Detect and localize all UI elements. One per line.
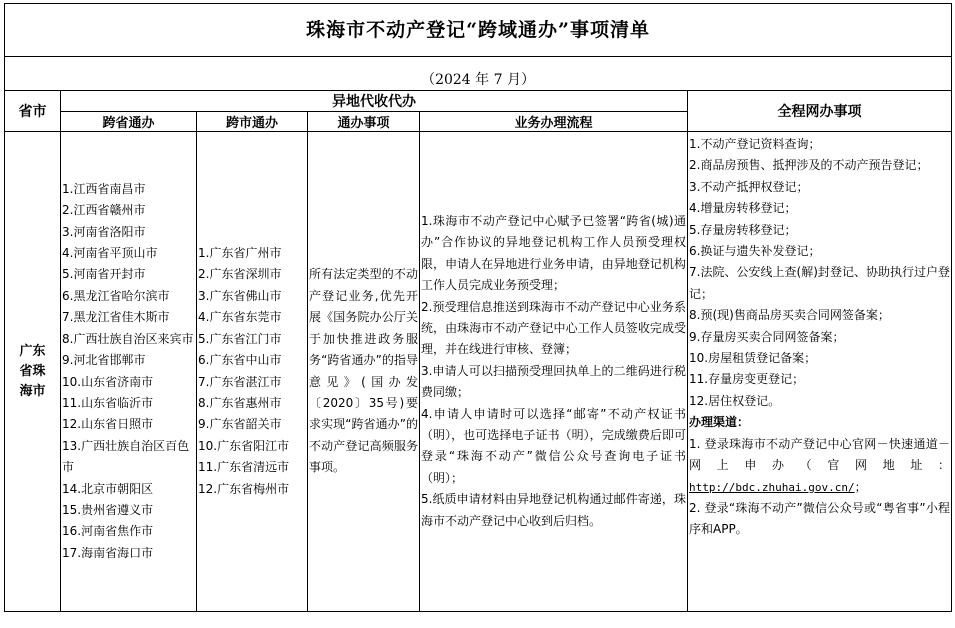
channels-label: 办理渠道： bbox=[689, 415, 750, 430]
process-cell bbox=[420, 132, 688, 612]
cross-city-cell bbox=[197, 132, 308, 612]
process-step: 2.预受理信息推送到珠海市不动产登记中心业务系统，由珠海市不动产登记中心工作人员签收完成受理，并在线进行审核、登簿； bbox=[421, 299, 686, 357]
online-list bbox=[689, 134, 950, 412]
header-cross-province: 跨省通办 bbox=[61, 112, 197, 132]
matters-table bbox=[4, 3, 952, 612]
process-step: 4.申请人申请时可以选择“邮寄”不动产权证书（明），也可选择电子证书（明），完成缴费后即可登录“珠海不动产”微信公众号查询电子证书（明）； bbox=[421, 406, 686, 485]
cross-city-item: 4.广东省东莞市 bbox=[198, 310, 282, 325]
cross-province-cell bbox=[61, 132, 197, 612]
header-province-city: 省市 bbox=[5, 91, 61, 132]
matters-cell bbox=[308, 132, 420, 612]
cross-city-item: 12.广东省梅州市 bbox=[198, 481, 290, 496]
cross-city-item: 6.广东省中山市 bbox=[198, 353, 282, 368]
header-full-online: 全程网办事项 bbox=[688, 91, 952, 132]
cross-province-item: 12.山东省日照市 bbox=[62, 417, 154, 432]
cross-city-item: 3.广东省佛山市 bbox=[198, 288, 282, 303]
cross-province-item: 4.河南省平顶山市 bbox=[62, 246, 158, 261]
cross-city-item: 7.广东省湛江市 bbox=[198, 374, 282, 389]
channel-item bbox=[689, 434, 950, 498]
online-item: 3.不动产抵押权登记； bbox=[689, 179, 809, 194]
header-cross-city: 跨市通办 bbox=[197, 112, 308, 132]
cross-city-item: 5.广东省江门市 bbox=[198, 331, 282, 346]
cross-city-item: 10.广东省阳江市 bbox=[198, 438, 290, 453]
online-item: 11.存量房变更登记； bbox=[689, 372, 805, 387]
cross-city-item: 2.广东省深圳市 bbox=[198, 267, 282, 282]
cross-city-item: 11.广东省清远市 bbox=[198, 460, 290, 475]
header-remote-agent: 异地代收代办 bbox=[61, 91, 688, 112]
province-city-label: 广东省珠海市 bbox=[19, 343, 46, 399]
online-item: 8.预(现)售商品房买卖合同网签备案； bbox=[689, 308, 890, 323]
cross-city-item: 8.广东省惠州市 bbox=[198, 395, 282, 410]
online-item: 9.存量房买卖合同网签备案； bbox=[689, 329, 845, 344]
title-area bbox=[5, 4, 952, 91]
page-title: 珠海市不动产登记“跨域通办”事项清单 bbox=[306, 19, 650, 41]
cross-province-item: 13.广西壮族自治区百色市 bbox=[62, 438, 190, 475]
cross-province-item: 5.河南省开封市 bbox=[62, 267, 146, 282]
header-matters: 通办事项 bbox=[308, 112, 420, 132]
cross-province-item: 15.贵州省遵义市 bbox=[62, 502, 154, 517]
online-item: 7.法院、公安线上查(解)封登记、协助执行过户登记； bbox=[689, 265, 951, 301]
cross-province-item: 1.江西省南昌市 bbox=[62, 181, 146, 196]
cross-province-item: 2.江西省赣州市 bbox=[62, 203, 146, 218]
cross-province-item: 16.河南省焦作市 bbox=[62, 524, 154, 539]
process-step: 5.纸质申请材料由异地登记机构通过邮件寄递，珠海市不动产登记中心收到后归档。 bbox=[421, 492, 686, 528]
channel-item: 2. 登录“珠海不动产”微信公众号或“粤省事”小程序和APP。 bbox=[689, 500, 951, 537]
process-step: 3.申请人可以扫描预受理回执单上的二维码进行税费同缴； bbox=[421, 363, 686, 400]
process-step: 1.珠海市不动产登记中心赋予已签署“跨省(城)通办”合作协议的异地登记机构工作人员预受理权限，申请人在异地进行业务申请，由异地登记机构工作人员完成业务预受理； bbox=[421, 213, 686, 293]
cross-province-item: 11.山东省临沂市 bbox=[62, 395, 154, 410]
cross-city-item: 1.广东省广州市 bbox=[198, 246, 282, 261]
header-process: 业务办理流程 bbox=[420, 112, 688, 132]
cross-province-item: 14.北京市朝阳区 bbox=[62, 481, 154, 496]
page-subtitle: （2024 年 7 月） bbox=[421, 72, 535, 88]
channel-url-link[interactable]: http://bdc.zhuhai.gov.cn/ bbox=[689, 480, 855, 494]
cross-province-item: 9.河北省邯郸市 bbox=[62, 353, 146, 368]
channel-url-tail: ； bbox=[854, 479, 867, 494]
cross-province-item: 10.山东省济南市 bbox=[62, 374, 154, 389]
process-list bbox=[421, 211, 686, 532]
online-item: 1.不动产登记资料查询； bbox=[689, 137, 821, 151]
cross-city-item: 9.广东省韶关市 bbox=[198, 417, 282, 432]
cross-province-list bbox=[62, 179, 195, 564]
online-item: 2.商品房预售、抵押涉及的不动产预告登记； bbox=[689, 158, 929, 173]
province-city-cell bbox=[5, 132, 61, 612]
online-item: 10.房屋租赁登记备案； bbox=[689, 351, 817, 366]
channel-item-1-text: 1. 登录珠海市不动产登记中心官网－快速通道－网上申办（官网地址： bbox=[689, 436, 951, 473]
online-cell bbox=[688, 132, 952, 612]
document-page bbox=[4, 3, 951, 623]
cross-province-item: 3.河南省洛阳市 bbox=[62, 224, 146, 239]
cross-province-item: 8.广西壮族自治区来宾市 bbox=[62, 331, 194, 346]
matters-text: 所有法定类型的不动产登记业务,优先开展《国务院办公厅关于加快推进政务服务“跨省通办”的指导意见》(国办发〔2020〕35号)要求实现“跨省通办”的不动产登记高频服务事项。 bbox=[309, 267, 418, 475]
cross-province-item: 17.海南省海口市 bbox=[62, 545, 154, 560]
cross-province-item: 7.黑龙江省佳木斯市 bbox=[62, 310, 170, 325]
online-item: 6.换证与遗失补发登记； bbox=[689, 244, 821, 259]
online-item: 12.居住权登记。 bbox=[689, 393, 781, 408]
cross-city-list bbox=[198, 243, 306, 500]
online-item: 4.增量房转移登记； bbox=[689, 201, 797, 216]
cross-province-item: 6.黑龙江省哈尔滨市 bbox=[62, 288, 170, 303]
online-item: 5.存量房转移登记； bbox=[689, 222, 797, 237]
